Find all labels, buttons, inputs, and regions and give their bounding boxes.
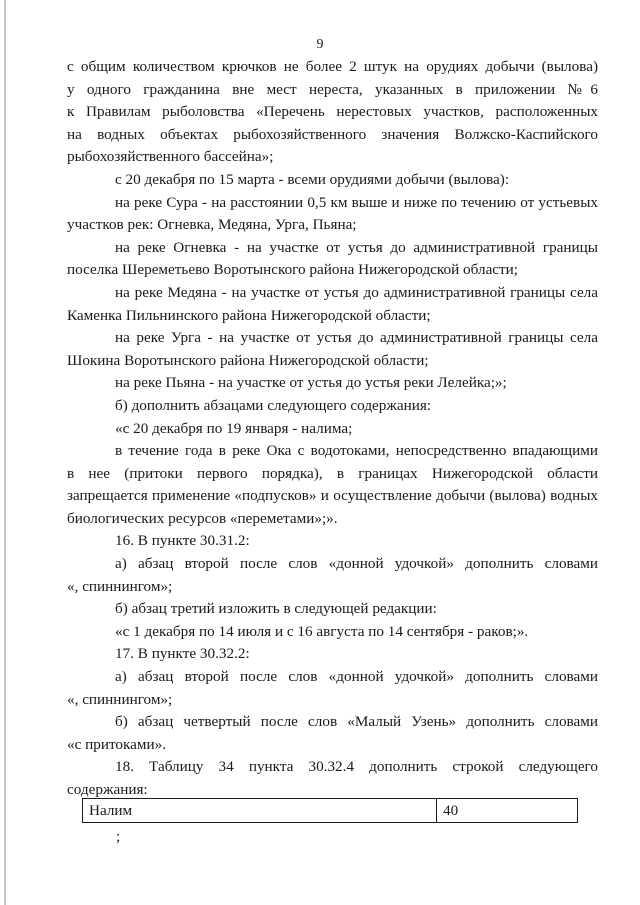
- text-line: «с 1 декабря по 14 июля и с 16 августа по 14 сентября - раков;».: [115, 622, 529, 640]
- text-line: в течение года в реке Ока с водотоками, непосредственно впадающими: [115, 442, 598, 460]
- text-line: б) абзац третий изложить в следующей редакции:: [115, 600, 437, 618]
- text-line: на реке Сура - на расстоянии 0,5 км выше и ниже по течению от устьевых: [115, 193, 598, 211]
- text-line: «, спиннингом»;: [67, 690, 173, 708]
- text-line: а) абзац второй после слов «донной удочкой» дополнить словами: [115, 555, 598, 573]
- text-line: биологических ресурсов «переметами»;».: [67, 509, 338, 527]
- text-line: поселка Шереметьево Воротынского района Нижегородской области;: [67, 261, 519, 279]
- text-line: «с притоками».: [67, 735, 167, 753]
- table-cell-fish: Налим: [83, 799, 437, 823]
- text-line: на реке Огневка - на участке от устья до административной границы: [115, 238, 598, 256]
- text-line: 17. В пункте 30.32.2:: [115, 645, 250, 663]
- scan-edge-line: [4, 0, 6, 905]
- text-line: запрещается применение «подпусков» и осуществление добычи (вылова) водных: [67, 487, 598, 505]
- text-line: Шокина Воротынского района Нижегородской области;: [67, 351, 429, 369]
- text-line: к Правилам рыболовства «Перечень нерестовых участков, расположенных: [67, 103, 598, 121]
- body-text: [67, 56, 598, 802]
- appended-table-row: [82, 798, 578, 823]
- text-line: на реке Медяна - на участке от устья до административной границы села: [115, 283, 598, 301]
- text-line: с общим количеством крючков не более 2 штук на орудиях добычи (вылова): [67, 58, 598, 75]
- text-line: б) дополнить абзацами следующего содержания:: [115, 396, 432, 414]
- text-line: «с 20 декабря по 19 января - налима;: [115, 419, 353, 437]
- page-number: 9: [316, 37, 324, 52]
- text-line: б) абзац четвертый после слов «Малый Узень» дополнить словами: [115, 713, 598, 731]
- trailing-semicolon: ;: [116, 828, 121, 845]
- text-line: у одного гражданина вне мест нереста, указанных в приложении №6: [67, 80, 598, 98]
- text-line: участков рек: Огневка, Медяна, Урга, Пьяна;: [67, 216, 357, 234]
- text-line: на водных объектах рыбохозяйственного значения Волжско-Каспийского: [67, 125, 598, 143]
- table-row: [83, 799, 578, 823]
- text-line: 16. В пункте 30.31.2:: [115, 532, 250, 550]
- text-line: а) абзац второй после слов «донной удочкой» дополнить словами: [115, 668, 598, 686]
- table-cell-value: 40: [437, 799, 578, 823]
- text-line: «, спиннингом»;: [67, 577, 173, 595]
- text-line: рыбохозяйственного бассейна»;: [67, 148, 274, 166]
- text-line: на реке Урга - на участке от устья до административной границы села: [115, 329, 598, 347]
- text-line: в нее (притоки первого порядка), в границах Нижегородской области: [67, 464, 598, 482]
- text-line: 18. Таблицу 34 пункта 30.32.4 дополнить строкой следующего: [115, 758, 598, 776]
- text-line: на реке Пьяна - на участке от устья до устья реки Лелейка;»;: [115, 374, 507, 392]
- text-line: с 20 декабря по 15 марта - всеми орудиями добычи (вылова):: [115, 170, 510, 188]
- text-line: содержания:: [67, 781, 148, 798]
- text-line: Каменка Пильнинского района Нижегородской области;: [67, 306, 431, 324]
